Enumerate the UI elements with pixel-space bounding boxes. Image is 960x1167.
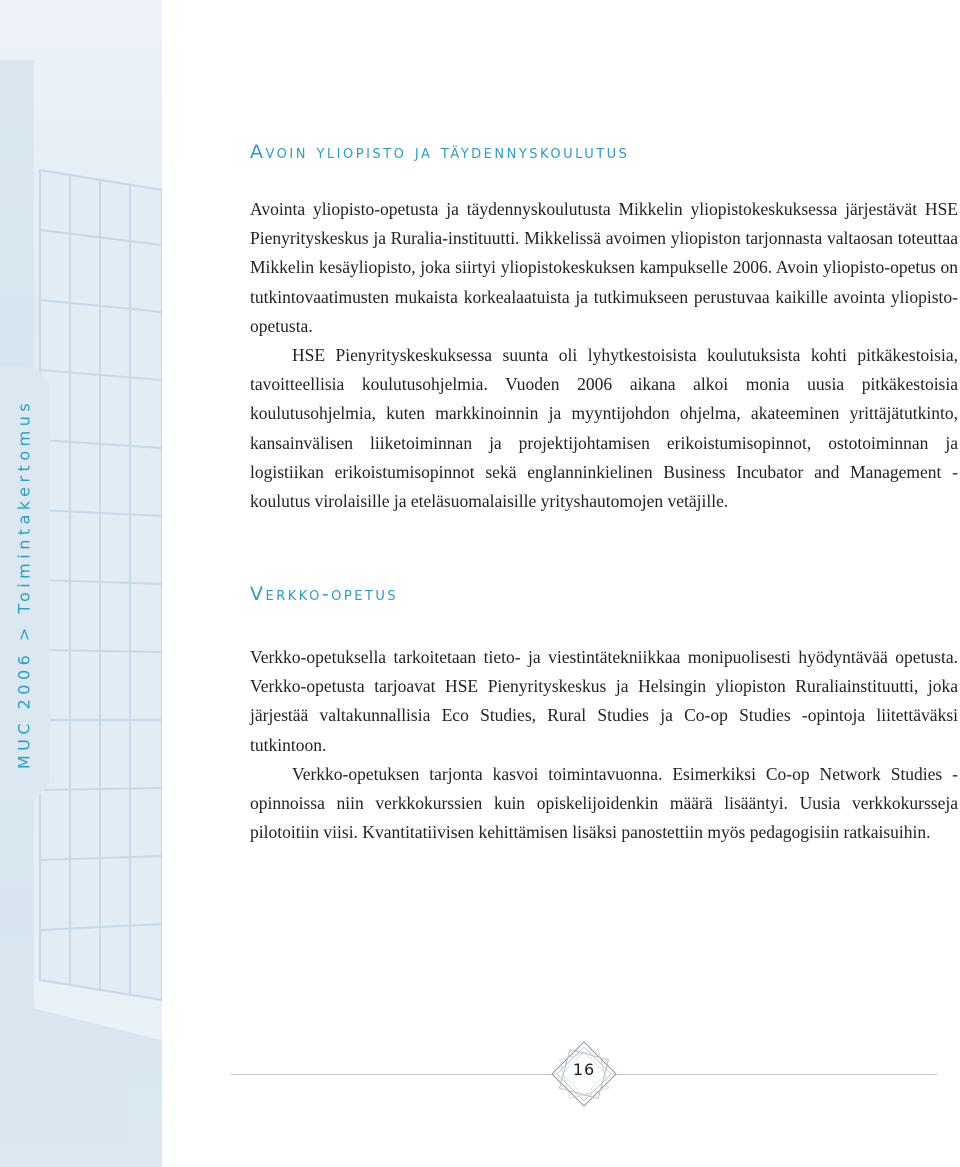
section-heading-verkko-opetus: Verkko-opetus xyxy=(250,583,399,605)
side-decoration-strip xyxy=(0,0,162,1167)
page-number: 16 xyxy=(572,1060,596,1079)
paragraph: Verkko-opetuksella tarkoitetaan tieto- ja viestintätekniikkaa monipuolisesti hyödyntävää opetusta. Verkko-opetusta tarjoavat HSE Pienyrityskeskus ja Helsingin yliopiston Ruraliainstituutti, joka järjestää valtakunnallisia Eco Studies, Rural Studies ja Co-op Studies -opintoja liitettäväksi tutkintoon. xyxy=(250,647,958,755)
paragraph: Verkko-opetuksen tarjonta kasvoi toimintavuonna. Esimerkiksi Co-op Network Studies -opinnoissa niin verkkokurssien kuin opiskelijoidenkin määrä lisääntyi. Uusia verkkokursseja pilotoitiin viisi. Kvantitatiivisen kehittämisen lisäksi panostettiin myös pedagogisiin ratkaisuihin. xyxy=(250,764,958,843)
paragraph: Avointa yliopisto-opetusta ja täydennyskoulutusta Mikkelin yliopistokeskuksessa järjestävät HSE Pienyrityskeskus ja Ruralia-instituutti. Mikkelissä avoimen yliopiston tarjonnasta valtaosan toteuttaa Mikkelin kesäyliopisto, joka siirtyi yliopistokeskuksen kampukselle 2006. Avoin yliopisto-opetus on tutkintovaatimusten mukaista korkealaatuista ja tutkimukseen perustuvaa kaikille avointa yliopisto-opetusta. xyxy=(250,199,958,336)
running-title: MUC 2006 > Toimintakertomus xyxy=(14,398,34,770)
paragraph: HSE Pienyrityskeskuksessa suunta oli lyhytkestoisista koulutuksista kohti pitkäkestoisia, tavoitteellisia koulutusohjelmia. Vuoden 2006 aikana alkoi monia uusia pitkäkestoisia koulutusohjelmia, kuten markkinoinnin ja myyntijohdon ohjelma, akateeminen yrittäjätutkinto, kansainvälisen liiketoiminnan ja projektijohtamisen erikoistumisopinnot, ostotoiminnan ja logistiikan erikoistumisopinnot sekä englanninkielinen Business Incubator and Management -koulutus virolaisille ja eteläsuomalaisille yrityshautomojen vetäjille. xyxy=(250,345,958,512)
section-heading-avoin-yliopisto: Avoin yliopisto ja täydennyskoulutus xyxy=(250,141,630,163)
